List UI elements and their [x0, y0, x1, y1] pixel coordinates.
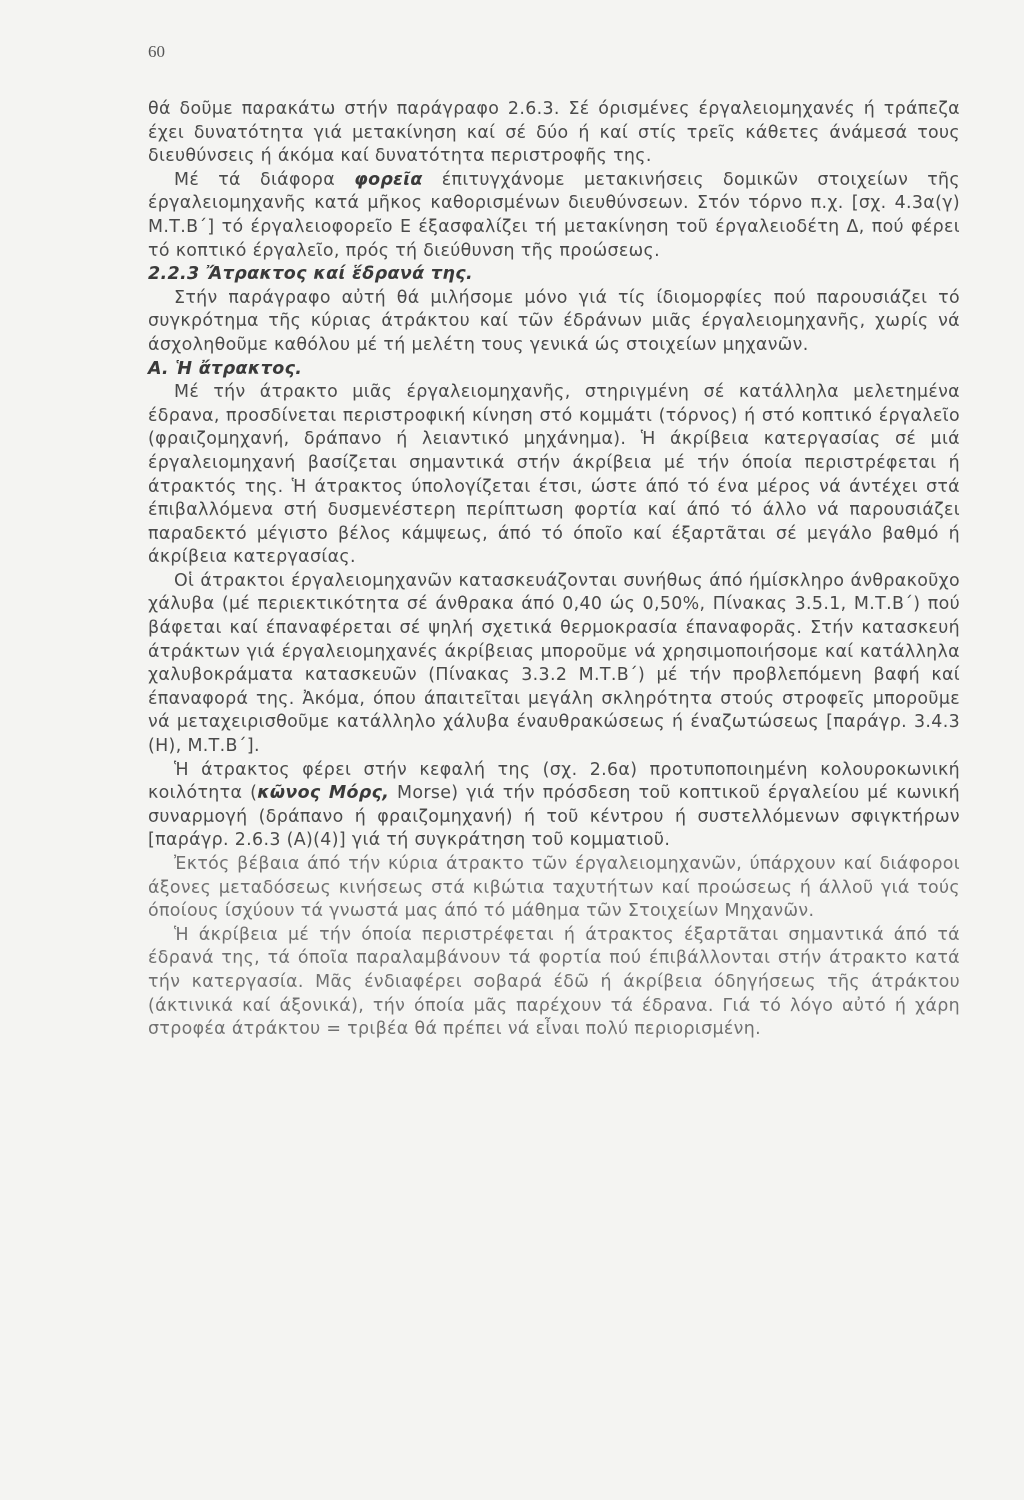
intro-p2-before: Μέ τά διάφορα: [174, 169, 355, 190]
subsection-a-p3-before: Ἡ άτρακτος φέρει στήν κεφαλή της (σχ. 2.6α) προτυποποιημένη κολουροκωνική κοιλότητα (: [148, 759, 960, 804]
subsection-a-paragraph-1: Μέ τήν άτρακτο μιᾶς έργαλειομηχανῆς, στηριγμένη σέ κατάλληλα μελετημένα έδρανα, προσδίνεται περιστροφική κίνηση στό κομμάτι (τόρνος) ή στό κοπτικό έργαλεῖο (φραιζομηχανή, δράπανο ή λειαντικό μηχάνημα). Ἡ άκρίβεια κατεργασίας σέ μιά έργαλειομηχανή βασίζεται σημαντικά στήν άκρίβεια μέ τήν όποία περιστρέφεται ή άτρακτός της. Ἡ άτρακτος ύπολογίζεται έτσι, ώστε άπό τό ένα μέρος νά άντέχει στά έπιβαλλόμενα στή δυσμενέστερη περίπτωση φορτία καί άπό τό άλλο νά παρουσιάζει παραδεκτό μέγιστο βέλος κάμψεως, άπό τό όποῖο καί έξαρτᾶται σέ μεγάλο βαθμό ή άκρίβεια κατεργασίας.: [148, 382, 960, 568]
subsection-a-paragraph-4: Ἐκτός βέβαια άπό τήν κύρια άτρακτο τῶν έργαλειομηχανῶν, ύπάρχουν καί διάφοροι άξονες μεταδόσεως κινήσεως στά κιβώτια ταχυτήτων καί προώσεως ή άλλοῦ γιά τούς όποίους ίσχύουν τά γνωστά μας άπό τό μάθημα τῶν Στοιχείων Μηχανῶν.: [148, 854, 960, 922]
subsection-a-p3-after: Morse) γιά τήν πρόσδεση τοῦ κοπτικοῦ έργαλείου μέ κωνική συναρμογή (δράπανο ή φραιζομηχανή) ή τοῦ κέντρου ή συστελλόμενων σφιγκτήρων [παράγρ. 2.6.3 (Α)(4)] γιά τή συγκράτηση τοῦ κομματιοῦ.: [148, 783, 960, 851]
page-content: [148, 98, 960, 1042]
intro-paragraph-2: [148, 169, 960, 263]
subsection-a-paragraph-3: [148, 759, 960, 853]
subsection-a-paragraph-2: Οἱ άτρακτοι έργαλειομηχανῶν κατασκευάζονται συνήθως άπό ήμίσκληρο άνθρακοῦχο χάλυβα (μέ περιεκτικότητα σέ άνθρακα άπό 0,40 ώς 0,50%, Πίνακας 3.5.1, Μ.Τ.Β΄) πού βάφεται καί έπαναφέρεται σέ ψηλή σχετικά θερμοκρασία έπαναφορᾶς. Στήν κατασκευή άτράκτων γιά έργαλειομηχανές άκρίβειας μποροῦμε νά χρησιμοποιήσομε καί κατάλληλα χαλυβοκράματα κατασκευῶν (Πίνακας 3.3.2 Μ.Τ.Β΄) μέ τήν προβλεπόμενη βαφή καί έπαναφορά της. Ἀκόμα, όπου άπαιτεῖται μεγάλη σκληρότητα στούς στροφεῖς μποροῦμε νά μεταχειρισθοῦμε κατάλληλο χάλυβα έναυθρακώσεως ή έναζωτώσεως [παράγρ. 3.4.3 (Η), Μ.Τ.Β΄].: [148, 570, 960, 757]
section-2-2-3-paragraph-1: Στήν παράγραφο αὐτή θά μιλήσομε μόνο γιά τίς ίδιομορφίες πού παρουσιάζει τό συγκρότημα τῆς κύριας άτράκτου καί τῶν έδράνων μιᾶς έργαλειομηχανῆς, χωρίς νά άσχοληθοῦμε καθόλου μέ τή μελέτη τους γενικά ώς στοιχείων μηχανῶν.: [148, 287, 960, 355]
section-heading-2-2-3: 2.2.3 Ἄτρακτος καί ἕδρανά της.: [148, 264, 473, 285]
intro-paragraph-1: θά δοῦμε παρακάτω στήν παράγραφο 2.6.3. Σέ όρισμένες έργαλειομηχανές ή τράπεζα έχει δυνατότητα γιά μετακίνηση καί σέ δύο ή καί στίς τρεῖς κάθετες άνάμεσά τους διευθύνσεις ή άκόμα καί δυνατότητα περιστροφῆς της.: [148, 99, 960, 167]
subsection-a-paragraph-5: Ἡ άκρίβεια μέ τήν όποία περιστρέφεται ή άτρακτος έξαρτᾶται σημαντικά άπό τά έδρανά της, τά όποῖα παραλαμβάνουν τά φορτία πού έπιβάλλονται στήν άτρακτο κατά τήν κατεργασία. Μᾶς ένδιαφέρει σοβαρά έδῶ ή άκρίβεια όδηγήσεως τῆς άτράκτου (άκτινικά καί άξονικά), τήν όποία μᾶς παρέχουν τά έδρανα. Γιά τό λόγο αὐτό ή χάρη στροφέα άτράκτου = τριβέα θά πρέπει νά εἶναι πολύ περιορισμένη.: [148, 924, 960, 1040]
intro-p2-after: έπιτυγχάνομε μετακινήσεις δομικῶν στοιχείων τῆς έργαλειομηχανῆς κατά μῆκος καθορισμένων διευθύνσεων. Στόν τόρνο π.χ. [σχ. 4.3α(γ) Μ.Τ.Β΄] τό έργαλειοφορεῖο Ε έξασφαλίζει τή μετακίνηση τοῦ έργαλειοδέτη Δ, πού φέρει τό κοπτικό έργαλεῖο, πρός τή διεύθυνση τῆς προώσεως.: [148, 169, 960, 261]
page-number: 60: [148, 42, 165, 61]
term-foreia: φορεῖα: [354, 169, 423, 190]
subsection-heading-a: Α. Ἡ ἄτρακτος.: [148, 358, 303, 379]
term-konos-mors: κῶνος Μόρς,: [257, 783, 390, 804]
